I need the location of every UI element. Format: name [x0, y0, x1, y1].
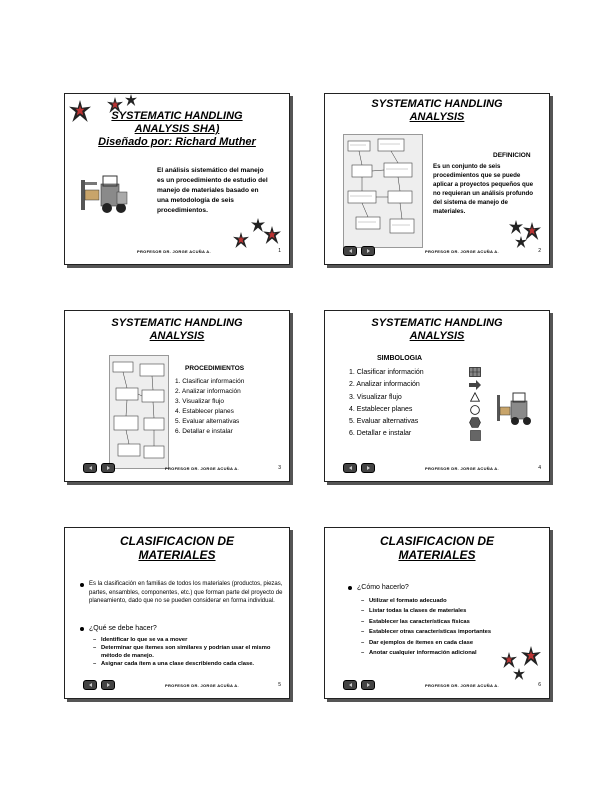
slide-body-text: Es un conjunto de seis procedimientos que se puede aplicar a proyectos pequeños que no requieran un análisis profundo del sistema de manejo de materiales. [433, 163, 534, 215]
slide-footer: PROFESOR DR. JORGE ACUÑA A. [425, 249, 499, 254]
list-item: – Asignar cada ítem a una clase describiendo cada clase. [91, 660, 279, 668]
previous-slide-button[interactable] [83, 463, 97, 473]
list-item: 3. Visualizar flujo [349, 393, 402, 401]
slide-title: SYSTEMATIC HANDLING ANALYSIS [111, 317, 243, 342]
slide-title: SYSTEMATIC HANDLING ANALYSIS [371, 317, 503, 342]
slide-3 [64, 310, 290, 482]
slide-body-text: El análisis sistemático del manejo es un procedimiento de estudio del manejo de materiales basado en una metodología de seis procedimientos. [157, 167, 268, 214]
section-heading: DEFINICION [493, 152, 531, 159]
list-item: 2. Analizar información [349, 381, 420, 389]
next-slide-button[interactable] [361, 680, 375, 690]
slide-6 [324, 527, 550, 699]
slide-page-number: 2 [538, 248, 541, 254]
star-icon [521, 646, 541, 666]
star-icon [509, 220, 523, 234]
list-item: 1. Clasificar información [349, 369, 424, 376]
list-item: 4. Establecer planes [175, 408, 234, 415]
slide-5 [64, 527, 290, 699]
section-heading: PROCEDIMIENTOS [185, 365, 245, 372]
slide-page-number: 4 [538, 465, 541, 471]
slide-nav-buttons [83, 680, 115, 690]
next-slide-button[interactable] [361, 463, 375, 473]
list-item: – Listar todas la clases de materiales [359, 606, 539, 616]
list-item: – Dar ejemplos de ítemes en cada clase [359, 638, 539, 648]
procedures-list [175, 377, 244, 437]
forklift-image [79, 166, 131, 216]
star-icon [263, 226, 281, 244]
symbology-list [349, 367, 424, 441]
sub-list [91, 636, 279, 668]
forklift-image [495, 387, 537, 429]
flowchart-image [109, 355, 169, 469]
slide-page-number: 6 [538, 682, 541, 688]
hexagon-symbol-icon [469, 417, 481, 428]
list-item: 6. Detallar e instalar [349, 430, 412, 438]
arrow-symbol-icon [469, 380, 481, 390]
slide-title: SYSTEMATIC HANDLING ANALYSIS [371, 98, 503, 123]
list-item: – Utilizar el formato adecuado [359, 596, 539, 606]
circle-symbol-icon [470, 405, 480, 415]
list-item: 1. Clasificar información [175, 378, 245, 385]
previous-slide-button[interactable] [83, 680, 97, 690]
slide-title: CLASIFICACION DE MATERIALES [120, 534, 234, 562]
list-item: 5. Evaluar alternativas [175, 418, 240, 425]
slide-page-number: 1 [278, 248, 281, 254]
slide-nav-buttons [83, 463, 115, 473]
list-item: 4. Establecer planes [349, 405, 413, 413]
slide-title: SYSTEMATIC HANDLING ANALYSIS SHA) Diseñado por: Richard Muther [98, 110, 256, 148]
list-item: 6. Detallar e instalar [175, 428, 233, 435]
section-heading: SIMBOLOGIA [377, 355, 423, 362]
slide-footer: PROFESOR DR. JORGE ACUÑA A. [165, 683, 239, 688]
sub-list [359, 596, 539, 658]
previous-slide-button[interactable] [343, 246, 357, 256]
next-slide-button[interactable] [101, 463, 115, 473]
list-item: – Determinar que ítemes son similares y podrían usar el mismo método de manejo. [91, 644, 279, 660]
slide-footer: PROFESOR DR. JORGE ACUÑA A. [137, 249, 211, 254]
list-item: 2. Analizar información [175, 388, 241, 395]
triangle-symbol-icon [470, 392, 480, 402]
list-item: – Identificar lo que se va a mover [91, 636, 279, 644]
star-icon [501, 652, 517, 668]
square-symbol-icon [470, 430, 481, 441]
grid-symbol-icon [469, 367, 481, 377]
slide-nav-buttons [343, 680, 375, 690]
slide-page-number: 5 [278, 682, 281, 688]
slide-footer: PROFESOR DR. JORGE ACUÑA A. [165, 466, 239, 471]
slide-title: CLASIFICACION DE MATERIALES [380, 534, 494, 562]
slide-footer: PROFESOR DR. JORGE ACUÑA A. [425, 683, 499, 688]
bullet-text: ¿Qué se debe hacer? [79, 624, 289, 633]
bullet-text: Es la clasificación en familias de todos los materiales (productos, piezas, partes, ensambles, componentes, etc.) que forman parte del proyecto de planeamiento, dado que no se pueden considerar en forma individual. [79, 580, 289, 606]
slide-page-number: 3 [278, 465, 281, 471]
list-item: – Establecer otras características importantes [359, 627, 539, 637]
star-icon [125, 94, 137, 106]
slide-4 [324, 310, 550, 482]
slide-nav-buttons [343, 246, 375, 256]
slide-footer: PROFESOR DR. JORGE ACUÑA A. [425, 466, 499, 471]
flowchart-image [343, 134, 423, 248]
slide-nav-buttons [343, 463, 375, 473]
slide-1 [64, 93, 290, 265]
previous-slide-button[interactable] [343, 463, 357, 473]
list-item: – Establecer las características físicas [359, 617, 539, 627]
star-icon [513, 668, 525, 680]
next-slide-button[interactable] [361, 246, 375, 256]
star-icon [233, 232, 249, 248]
bullet-text: ¿Cómo hacerlo? [347, 583, 537, 592]
list-item: 5. Evaluar alternativas [349, 418, 419, 426]
star-icon [515, 236, 527, 248]
slide-2 [324, 93, 550, 265]
previous-slide-button[interactable] [343, 680, 357, 690]
next-slide-button[interactable] [101, 680, 115, 690]
list-item: 3. Visualizar flujo [175, 398, 225, 405]
list-item: – Anotar cualquier información adicional [359, 648, 539, 658]
